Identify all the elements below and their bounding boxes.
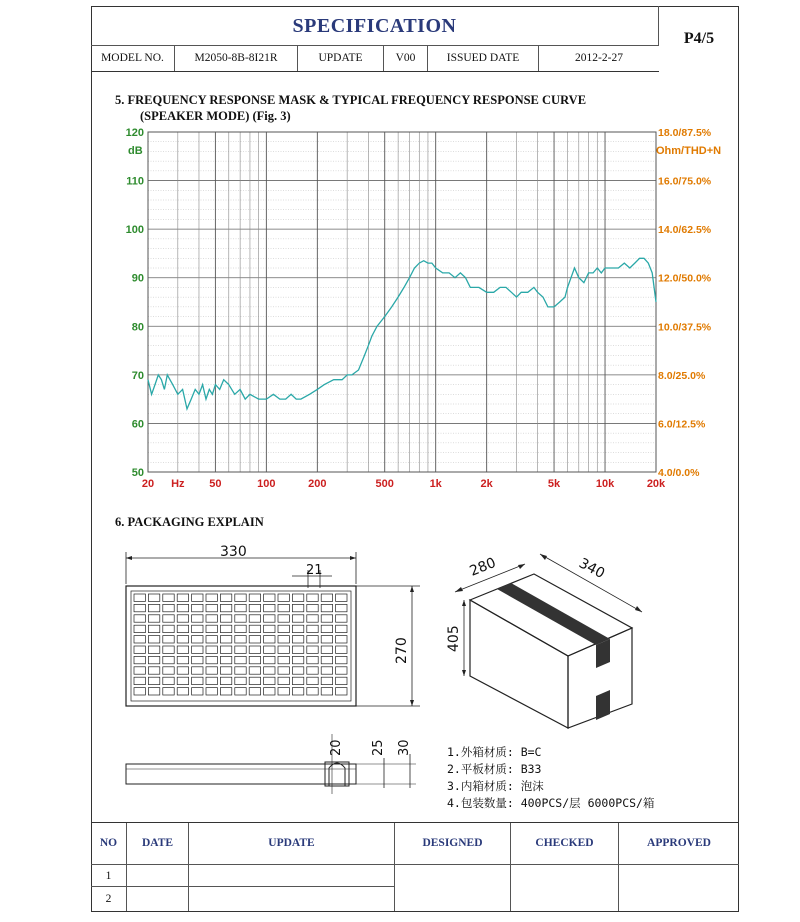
material-item: 4.包装数量: 400PCS/层 6000PCS/箱	[447, 796, 655, 810]
tray-cell	[292, 594, 303, 601]
row-update-cell	[189, 865, 395, 887]
tray-cell	[192, 667, 203, 674]
tray-cell	[235, 646, 246, 653]
tray-cell	[192, 688, 203, 695]
chart-major-grid	[148, 132, 656, 472]
tray-cell	[163, 656, 174, 663]
tray-cell	[220, 677, 231, 684]
dim-tray-height: 270	[394, 637, 410, 664]
meta-row	[91, 46, 659, 72]
tray-cell	[249, 646, 260, 653]
dim-profile-b: 25	[371, 739, 386, 756]
tray-cell	[163, 667, 174, 674]
dim-tray-width: 330	[220, 544, 247, 560]
tray-cell	[249, 636, 260, 643]
tray-cell	[336, 688, 347, 695]
revision-table	[91, 822, 739, 912]
tray-cell	[264, 677, 275, 684]
tray-cell	[307, 604, 318, 611]
tray-cell	[220, 656, 231, 663]
tray-cell	[264, 636, 275, 643]
tray-cell	[307, 646, 318, 653]
tray-cell	[206, 594, 217, 601]
tray-cell	[148, 625, 159, 632]
tray-cell	[235, 636, 246, 643]
tray-cell	[220, 646, 231, 653]
tray-cell	[163, 677, 174, 684]
y-tick-label: 70	[131, 369, 144, 382]
tray-cell	[278, 594, 289, 601]
tray-cell	[321, 594, 332, 601]
tray-cell	[336, 604, 347, 611]
x-tick-label: 50	[209, 478, 222, 490]
tray-cell	[206, 688, 217, 695]
tray-cell	[278, 636, 289, 643]
material-item: 1.外箱材质: B=C	[447, 745, 542, 759]
tray-cell	[292, 615, 303, 622]
tray-cell	[307, 656, 318, 663]
tray-cell	[148, 604, 159, 611]
tray-cell	[177, 646, 188, 653]
tray-cell	[249, 594, 260, 601]
chart-left-axis	[126, 128, 144, 479]
tray-cell	[278, 677, 289, 684]
carton-box-drawing	[446, 554, 642, 728]
frequency-response-chart	[120, 128, 740, 494]
x-tick-label: 2k	[480, 478, 493, 490]
tray-cell	[235, 625, 246, 632]
tray-cell	[235, 594, 246, 601]
material-item: 3.内箱材质: 泡沫	[447, 779, 544, 793]
tray-cell	[336, 646, 347, 653]
tray-cell	[134, 625, 145, 632]
model-label: MODEL NO.	[91, 46, 175, 71]
tray-cell	[292, 646, 303, 653]
y-tick-label: 50	[131, 467, 144, 479]
materials-list	[447, 744, 654, 812]
x-tick-label: 10k	[595, 478, 615, 490]
tray-cell	[134, 646, 145, 653]
x-tick-label: 5k	[547, 478, 561, 490]
tray-cell	[206, 636, 217, 643]
tray-cell	[336, 594, 347, 601]
tray-cell	[206, 625, 217, 632]
section-5-title-line2: (SPEAKER MODE) (Fig. 3)	[140, 109, 291, 123]
tray-cell	[249, 677, 260, 684]
right-tick-label: 14.0/62.5%	[658, 224, 712, 237]
tray-cell	[307, 667, 318, 674]
y-tick-label: 80	[131, 321, 144, 334]
tray-cell	[278, 646, 289, 653]
y-tick-label: 100	[125, 224, 144, 237]
tray-cell	[177, 625, 188, 632]
tray-cell	[249, 615, 260, 622]
tray-cell	[148, 656, 159, 663]
tray-cell	[278, 688, 289, 695]
tray-cell	[134, 615, 145, 622]
tray-cell	[292, 677, 303, 684]
tray-cell	[278, 656, 289, 663]
tray-cell	[134, 667, 145, 674]
tray-cell	[148, 646, 159, 653]
tray-cell	[192, 594, 203, 601]
tray-cell	[264, 604, 275, 611]
tray-cell	[134, 604, 145, 611]
header-designed: DESIGNED	[395, 823, 511, 865]
tray-cell	[206, 604, 217, 611]
right-tick-label: 8.0/25.0%	[658, 369, 706, 382]
tray-cell	[321, 667, 332, 674]
x-tick-label: 1k	[429, 478, 442, 490]
dim-box-depth: 280	[467, 554, 499, 580]
tray-cell	[148, 677, 159, 684]
material-item: 2.平板材质: B33	[447, 762, 542, 776]
tray-cell	[177, 604, 188, 611]
x-tick-label: 20k	[646, 478, 666, 490]
tray-cell	[148, 667, 159, 674]
dim-box-width: 340	[576, 555, 608, 583]
tray-cell	[134, 656, 145, 663]
tray-cell	[192, 625, 203, 632]
issued-label: ISSUED DATE	[428, 46, 539, 71]
issued-value: 2012-2-27	[575, 52, 623, 64]
header-update: UPDATE	[189, 823, 395, 865]
tray-cell	[235, 656, 246, 663]
tray-cell	[163, 646, 174, 653]
tray-cell	[220, 625, 231, 632]
header-date: DATE	[127, 823, 189, 865]
tray-cell	[177, 594, 188, 601]
checked-cell	[511, 865, 619, 911]
tray-cell	[249, 667, 260, 674]
tray-cell	[220, 688, 231, 695]
tray-cell	[264, 625, 275, 632]
tray-cell	[264, 688, 275, 695]
x-tick-label: 200	[308, 478, 327, 490]
tray-cell	[192, 677, 203, 684]
tray-cell	[235, 615, 246, 622]
tray-cell	[264, 667, 275, 674]
tray-cell	[134, 594, 145, 601]
tray-cell	[321, 615, 332, 622]
tray-cell	[321, 636, 332, 643]
tray-cell	[278, 625, 289, 632]
tray-cell	[235, 688, 246, 695]
tray-profile-drawing	[126, 734, 416, 794]
section-6-title: 6. PACKAGING EXPLAIN	[115, 515, 264, 529]
document-title: SPECIFICATION	[91, 6, 659, 46]
tray-cell	[307, 625, 318, 632]
tray-cell	[264, 615, 275, 622]
tray-cell	[321, 656, 332, 663]
dim-cell: 21	[306, 563, 323, 578]
row-no: 1	[91, 865, 127, 887]
tray-cell	[148, 636, 159, 643]
tray-cell	[134, 688, 145, 695]
tray-cell	[307, 688, 318, 695]
tray-cell	[264, 656, 275, 663]
y-tick-label: 90	[131, 272, 144, 285]
tray-cell	[292, 604, 303, 611]
tray-cell	[206, 656, 217, 663]
header-approved: APPROVED	[619, 823, 739, 865]
tray-cell	[307, 615, 318, 622]
tray-cell	[321, 604, 332, 611]
chart-y-unit: dB	[128, 145, 143, 157]
tray-cell	[292, 625, 303, 632]
tray-cell	[148, 594, 159, 601]
tray-cell	[220, 604, 231, 611]
tray-cell	[249, 625, 260, 632]
tray-cell	[307, 677, 318, 684]
chart-x-axis	[142, 478, 666, 490]
tray-drawing	[126, 544, 420, 706]
x-tick-label: 500	[375, 478, 394, 490]
tray-cell	[220, 594, 231, 601]
tray-cell	[206, 667, 217, 674]
dim-profile-a: 20	[329, 739, 344, 756]
row-no: 2	[91, 887, 127, 911]
update-value: V00	[384, 46, 428, 71]
tray-cell	[192, 604, 203, 611]
tray-cell	[177, 615, 188, 622]
tray-cell	[321, 688, 332, 695]
tray-cell	[163, 594, 174, 601]
tray-cell	[292, 667, 303, 674]
right-tick-label: 18.0/87.5%	[658, 128, 712, 139]
tray-cell	[163, 688, 174, 695]
x-tick-label: 100	[257, 478, 276, 490]
header-no: NO	[91, 823, 127, 865]
tray-cell	[292, 688, 303, 695]
header-checked: CHECKED	[511, 823, 619, 865]
tray-cell	[163, 636, 174, 643]
tray-cell	[235, 667, 246, 674]
tray-cell	[134, 677, 145, 684]
tray-cell	[235, 604, 246, 611]
x-tick-label: Hz	[171, 478, 185, 490]
page-number: P4/5	[683, 30, 715, 47]
model-value: M2050-8B-8I21R	[175, 46, 298, 71]
y-tick-label: 60	[131, 418, 144, 431]
approved-cell	[619, 865, 739, 911]
tray-cell	[336, 636, 347, 643]
tray-cell	[148, 615, 159, 622]
tray-cell	[264, 594, 275, 601]
tray-cell	[206, 646, 217, 653]
row-date-cell	[127, 887, 189, 911]
tray-cell	[249, 604, 260, 611]
tray-cell	[249, 688, 260, 695]
section-5-title-line1: 5. FREQUENCY RESPONSE MASK & TYPICAL FREQUENCY RESPONSE CURVE	[115, 93, 587, 107]
tray-cell	[192, 615, 203, 622]
dim-box-height: 405	[446, 625, 462, 652]
tray-cell	[134, 636, 145, 643]
tray-cell	[336, 625, 347, 632]
tray-cell	[148, 688, 159, 695]
tray-cell	[220, 636, 231, 643]
dim-profile-c: 30	[397, 739, 412, 756]
tray-cell	[278, 615, 289, 622]
tray-cell	[336, 656, 347, 663]
tray-cell	[163, 615, 174, 622]
tray-cell	[278, 667, 289, 674]
tray-cell	[192, 646, 203, 653]
tray-cell	[192, 656, 203, 663]
tray-cell	[307, 636, 318, 643]
tray-cell	[192, 636, 203, 643]
tray-cell	[177, 656, 188, 663]
y-tick-label: 120	[125, 128, 144, 139]
row-update-cell	[189, 887, 395, 911]
designed-cell	[395, 865, 511, 911]
tray-cell	[163, 625, 174, 632]
right-tick-label: 4.0/0.0%	[658, 467, 700, 479]
tray-cell	[206, 615, 217, 622]
tray-cell	[321, 625, 332, 632]
tray-cell	[220, 615, 231, 622]
right-tick-label: 16.0/75.0%	[658, 175, 712, 188]
tray-cell	[336, 667, 347, 674]
right-tick-label: 10.0/37.5%	[658, 321, 712, 334]
y-tick-label: 110	[126, 175, 144, 188]
tray-cell	[163, 604, 174, 611]
chart-series-line	[148, 258, 656, 409]
tray-cell	[336, 677, 347, 684]
chart-plot-border	[148, 132, 656, 472]
tray-cell	[220, 667, 231, 674]
tray-cell	[307, 594, 318, 601]
tray-cell	[336, 615, 347, 622]
right-tick-label: 6.0/12.5%	[658, 418, 706, 431]
tray-cell	[249, 656, 260, 663]
tray-cell	[177, 667, 188, 674]
tray-cell	[206, 677, 217, 684]
chart-right-axis-label: Ohm/THD+N	[656, 145, 722, 157]
tray-cell	[321, 646, 332, 653]
tray-cell	[264, 646, 275, 653]
tray-cell	[292, 636, 303, 643]
x-tick-label: 20	[141, 478, 155, 490]
row-date-cell	[127, 865, 189, 887]
right-tick-label: 12.0/50.0%	[658, 272, 712, 285]
tray-cell	[177, 688, 188, 695]
tray-cell	[278, 604, 289, 611]
update-label: UPDATE	[298, 46, 384, 71]
tray-cell	[177, 636, 188, 643]
chart-right-axis	[658, 128, 712, 479]
tray-cell	[177, 677, 188, 684]
chart-minor-grid	[148, 142, 656, 463]
tray-cell	[292, 656, 303, 663]
tray-cell	[235, 677, 246, 684]
tray-cell	[321, 677, 332, 684]
